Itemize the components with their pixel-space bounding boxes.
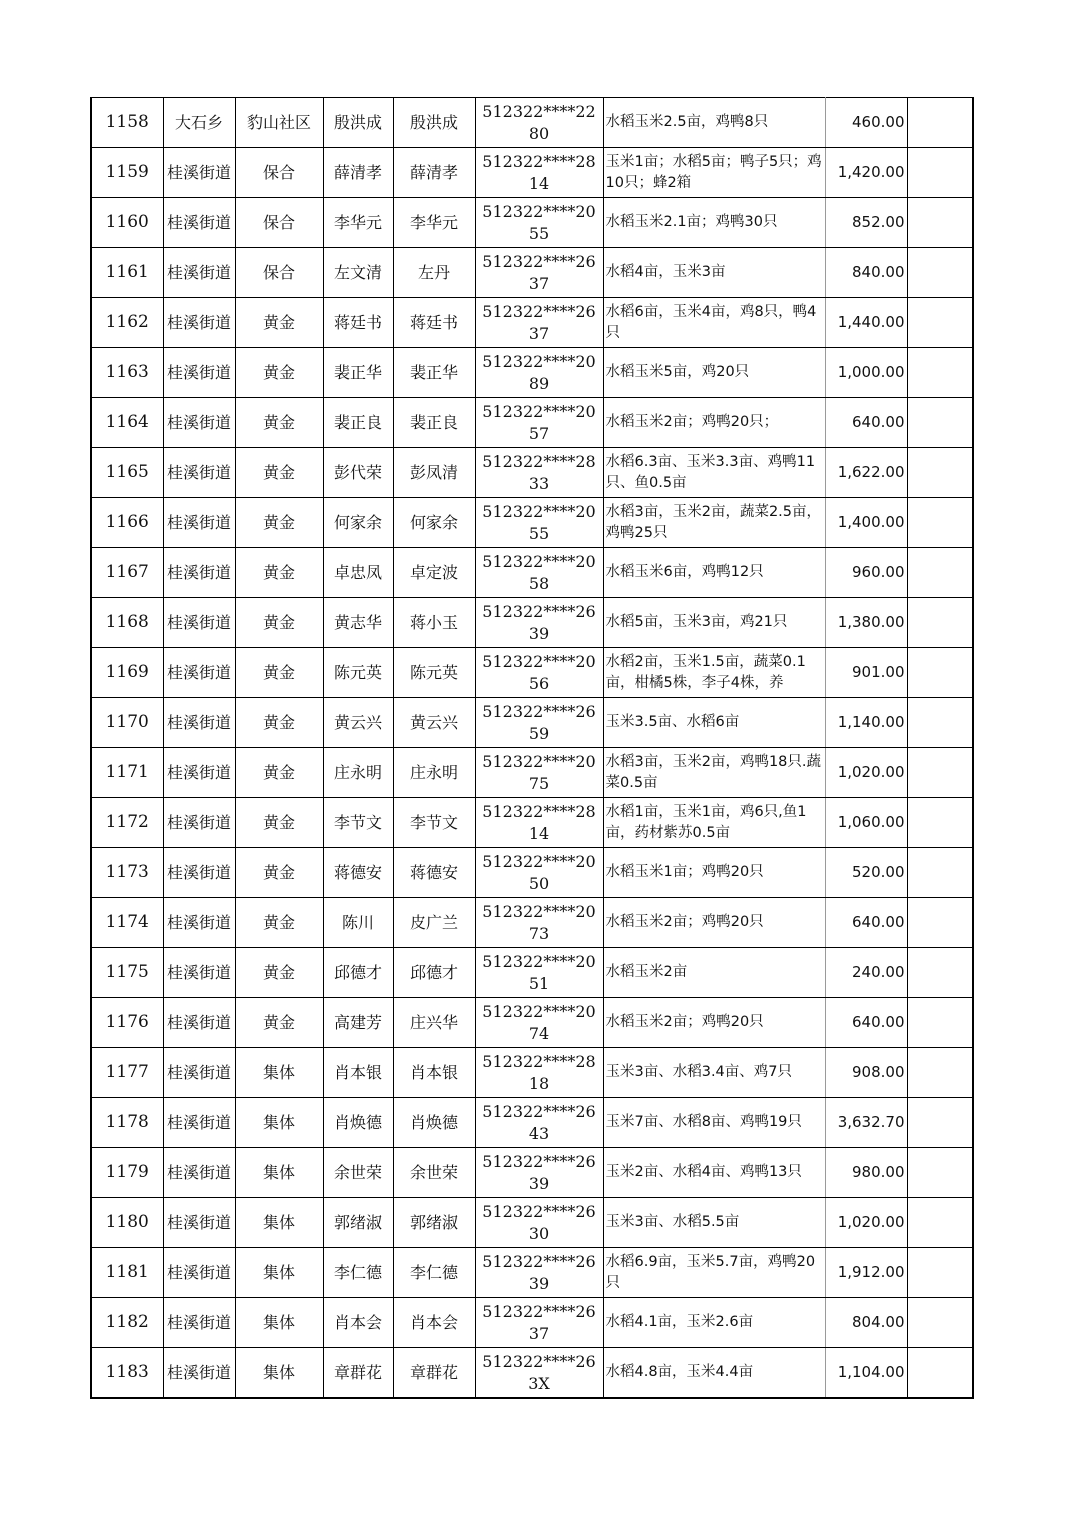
amount-cell: 1,104.00 (825, 1348, 907, 1399)
table-row (91, 698, 973, 748)
payee-name-cell: 肖本银 (393, 1048, 475, 1098)
id-number-cell: 512322****2280 (475, 98, 603, 148)
township-cell: 桂溪街道 (163, 1048, 235, 1098)
household-name-cell: 卓忠凤 (323, 548, 393, 598)
household-name-cell: 高建芳 (323, 998, 393, 1048)
payee-name-cell: 庄兴华 (393, 998, 475, 1048)
amount-cell: 1,420.00 (825, 148, 907, 198)
planting-breeding-cell (603, 1098, 825, 1148)
table-row (91, 1248, 973, 1298)
table-row (91, 998, 973, 1048)
village-cell: 黄金 (235, 548, 323, 598)
village-cell: 黄金 (235, 498, 323, 548)
description-text: 水稻1亩，玉米1亩，鸡6只,鱼1亩，药材紫苏0.5亩 (605, 803, 807, 841)
amount-cell: 520.00 (825, 848, 907, 898)
amount-cell: 804.00 (825, 1298, 907, 1348)
township-cell: 桂溪街道 (163, 798, 235, 848)
description-text: 玉米3亩、水稻5.5亩 (605, 1214, 740, 1230)
payee-name-cell: 何家余 (393, 498, 475, 548)
row-number: 1162 (91, 298, 163, 348)
planting-breeding-cell (603, 748, 825, 798)
household-name-cell: 裴正良 (323, 398, 393, 448)
remarks-cell (907, 298, 973, 348)
id-number-cell: 512322****263X (475, 1348, 603, 1399)
row-number: 1177 (91, 1048, 163, 1098)
row-number: 1178 (91, 1098, 163, 1148)
amount-cell: 901.00 (825, 648, 907, 698)
table-row (91, 248, 973, 298)
planting-breeding-cell (603, 1148, 825, 1198)
description-text: 水稻3亩，玉米2亩，鸡鸭18只.蔬菜0.5亩 (605, 753, 822, 791)
table-row (91, 848, 973, 898)
household-name-cell: 肖焕德 (323, 1098, 393, 1148)
amount-cell: 1,020.00 (825, 1198, 907, 1248)
id-number-cell: 512322****2073 (475, 898, 603, 948)
household-name-cell: 庄永明 (323, 748, 393, 798)
id-number-cell: 512322****2089 (475, 348, 603, 398)
remarks-cell (907, 1148, 973, 1198)
payee-name-cell: 肖焕德 (393, 1098, 475, 1148)
township-cell: 桂溪街道 (163, 848, 235, 898)
payee-name-cell: 殷洪成 (393, 98, 475, 148)
remarks-cell (907, 1348, 973, 1399)
table-row (91, 598, 973, 648)
row-number: 1159 (91, 148, 163, 198)
household-name-cell: 殷洪成 (323, 98, 393, 148)
table-row (91, 548, 973, 598)
village-cell: 黄金 (235, 998, 323, 1048)
planting-breeding-cell (603, 798, 825, 848)
village-cell: 集体 (235, 1298, 323, 1348)
description-text: 水稻玉米2.1亩；鸡鸭30只 (605, 214, 778, 230)
payee-name-cell: 肖本会 (393, 1298, 475, 1348)
description-text: 水稻4.1亩，玉米2.6亩 (605, 1314, 754, 1330)
table-row (91, 1048, 973, 1098)
payee-name-cell: 庄永明 (393, 748, 475, 798)
row-number: 1170 (91, 698, 163, 748)
id-number-cell: 512322****2814 (475, 798, 603, 848)
id-number-cell: 512322****2051 (475, 948, 603, 998)
row-number: 1166 (91, 498, 163, 548)
row-number: 1180 (91, 1198, 163, 1248)
payee-name-cell: 章群花 (393, 1348, 475, 1399)
remarks-cell (907, 748, 973, 798)
amount-cell: 980.00 (825, 1148, 907, 1198)
remarks-cell (907, 98, 973, 148)
planting-breeding-cell (603, 598, 825, 648)
township-cell: 桂溪街道 (163, 498, 235, 548)
remarks-cell (907, 1248, 973, 1298)
remarks-cell (907, 798, 973, 848)
payee-name-cell: 陈元英 (393, 648, 475, 698)
household-name-cell: 蒋德安 (323, 848, 393, 898)
township-cell: 桂溪街道 (163, 398, 235, 448)
household-name-cell: 郭绪淑 (323, 1198, 393, 1248)
household-name-cell: 肖本银 (323, 1048, 393, 1098)
planting-breeding-cell (603, 1348, 825, 1399)
table-row (91, 298, 973, 348)
planting-breeding-cell (603, 398, 825, 448)
household-name-cell: 陈元英 (323, 648, 393, 698)
payee-name-cell: 余世荣 (393, 1148, 475, 1198)
village-cell: 集体 (235, 1198, 323, 1248)
payee-name-cell: 左丹 (393, 248, 475, 298)
id-number-cell: 512322****2075 (475, 748, 603, 798)
amount-cell: 460.00 (825, 98, 907, 148)
amount-cell: 240.00 (825, 948, 907, 998)
table-row (91, 348, 973, 398)
township-cell: 桂溪街道 (163, 198, 235, 248)
household-name-cell: 彭代荣 (323, 448, 393, 498)
planting-breeding-cell (603, 998, 825, 1048)
description-text: 水稻5亩，玉米3亩，鸡21只 (605, 614, 788, 630)
payee-name-cell: 蒋小玉 (393, 598, 475, 648)
id-number-cell: 512322****2637 (475, 248, 603, 298)
amount-cell: 1,622.00 (825, 448, 907, 498)
id-number-cell: 512322****2818 (475, 1048, 603, 1098)
remarks-cell (907, 1098, 973, 1148)
remarks-cell (907, 598, 973, 648)
payee-name-cell: 皮广兰 (393, 898, 475, 948)
table-row (91, 648, 973, 698)
payee-name-cell: 李仁德 (393, 1248, 475, 1298)
remarks-cell (907, 1298, 973, 1348)
row-number: 1179 (91, 1148, 163, 1198)
row-number: 1164 (91, 398, 163, 448)
planting-breeding-cell (603, 548, 825, 598)
id-number-cell: 512322****2659 (475, 698, 603, 748)
table-row (91, 948, 973, 998)
id-number-cell: 512322****2833 (475, 448, 603, 498)
table-row (91, 1348, 973, 1399)
planting-breeding-cell (603, 148, 825, 198)
amount-cell: 640.00 (825, 398, 907, 448)
village-cell: 集体 (235, 1098, 323, 1148)
row-number: 1167 (91, 548, 163, 598)
village-cell: 黄金 (235, 748, 323, 798)
description-text: 玉米7亩、水稻8亩、鸡鸭19只 (605, 1114, 802, 1130)
payee-name-cell: 裴正良 (393, 398, 475, 448)
table-row (91, 448, 973, 498)
id-number-cell: 512322****2057 (475, 398, 603, 448)
id-number-cell: 512322****2074 (475, 998, 603, 1048)
amount-cell: 1,000.00 (825, 348, 907, 398)
household-name-cell: 李节文 (323, 798, 393, 848)
table-row (91, 748, 973, 798)
amount-cell: 1,060.00 (825, 798, 907, 848)
remarks-cell (907, 1198, 973, 1248)
payee-name-cell: 郭绪淑 (393, 1198, 475, 1248)
planting-breeding-cell (603, 698, 825, 748)
planting-breeding-cell (603, 448, 825, 498)
row-number: 1183 (91, 1348, 163, 1399)
remarks-cell (907, 148, 973, 198)
village-cell: 保合 (235, 148, 323, 198)
remarks-cell (907, 198, 973, 248)
planting-breeding-cell (603, 898, 825, 948)
description-text: 水稻玉米2亩；鸡鸭20只 (605, 1014, 764, 1030)
id-number-cell: 512322****2637 (475, 1298, 603, 1348)
township-cell: 桂溪街道 (163, 298, 235, 348)
description-text: 水稻玉米6亩，鸡鸭12只 (605, 564, 764, 580)
planting-breeding-cell (603, 98, 825, 148)
village-cell: 黄金 (235, 848, 323, 898)
row-number: 1168 (91, 598, 163, 648)
amount-cell: 1,440.00 (825, 298, 907, 348)
payee-name-cell: 裴正华 (393, 348, 475, 398)
village-cell: 黄金 (235, 648, 323, 698)
village-cell: 集体 (235, 1248, 323, 1298)
table-row (91, 148, 973, 198)
household-name-cell: 章群花 (323, 1348, 393, 1399)
township-cell: 桂溪街道 (163, 898, 235, 948)
description-text: 水稻玉米2亩；鸡鸭20只； (605, 414, 779, 430)
remarks-cell (907, 998, 973, 1048)
amount-cell: 1,020.00 (825, 748, 907, 798)
amount-cell: 640.00 (825, 998, 907, 1048)
table-row (91, 1298, 973, 1348)
village-cell: 黄金 (235, 448, 323, 498)
village-cell: 黄金 (235, 798, 323, 848)
row-number: 1163 (91, 348, 163, 398)
description-text: 水稻玉米1亩；鸡鸭20只 (605, 864, 764, 880)
table-row (91, 98, 973, 148)
remarks-cell (907, 898, 973, 948)
township-cell: 桂溪街道 (163, 1248, 235, 1298)
household-name-cell: 李华元 (323, 198, 393, 248)
description-text: 水稻4亩，玉米3亩 (605, 264, 726, 280)
amount-cell: 840.00 (825, 248, 907, 298)
planting-breeding-cell (603, 298, 825, 348)
household-name-cell: 邱德才 (323, 948, 393, 998)
payee-name-cell: 李节文 (393, 798, 475, 848)
row-number: 1176 (91, 998, 163, 1048)
household-name-cell: 黄志华 (323, 598, 393, 648)
household-name-cell: 左文清 (323, 248, 393, 298)
row-number: 1174 (91, 898, 163, 948)
planting-breeding-cell (603, 1298, 825, 1348)
amount-cell: 852.00 (825, 198, 907, 248)
table-row (91, 1098, 973, 1148)
id-number-cell: 512322****2050 (475, 848, 603, 898)
table-row (91, 1198, 973, 1248)
row-number: 1171 (91, 748, 163, 798)
table-row (91, 1148, 973, 1198)
amount-cell: 1,140.00 (825, 698, 907, 748)
row-number: 1160 (91, 198, 163, 248)
village-cell: 黄金 (235, 698, 323, 748)
planting-breeding-cell (603, 348, 825, 398)
amount-cell: 1,400.00 (825, 498, 907, 548)
id-number-cell: 512322****2055 (475, 198, 603, 248)
description-text: 水稻玉米5亩，鸡20只 (605, 364, 750, 380)
township-cell: 桂溪街道 (163, 648, 235, 698)
id-number-cell: 512322****2630 (475, 1198, 603, 1248)
row-number: 1172 (91, 798, 163, 848)
description-text: 玉米1亩；水稻5亩；鸭子5只；鸡10只；蜂2箱 (605, 153, 822, 191)
household-name-cell: 蒋廷书 (323, 298, 393, 348)
remarks-cell (907, 498, 973, 548)
remarks-cell (907, 348, 973, 398)
payee-name-cell: 李华元 (393, 198, 475, 248)
remarks-cell (907, 548, 973, 598)
payee-name-cell: 薛清孝 (393, 148, 475, 198)
row-number: 1181 (91, 1248, 163, 1298)
description-text: 水稻玉米2亩 (605, 964, 688, 980)
household-name-cell: 裴正华 (323, 348, 393, 398)
payee-name-cell: 卓定波 (393, 548, 475, 598)
household-name-cell: 陈川 (323, 898, 393, 948)
amount-cell: 960.00 (825, 548, 907, 598)
row-number: 1158 (91, 98, 163, 148)
payee-name-cell: 彭凤清 (393, 448, 475, 498)
remarks-cell (907, 448, 973, 498)
township-cell: 桂溪街道 (163, 148, 235, 198)
village-cell: 黄金 (235, 398, 323, 448)
village-cell: 保合 (235, 198, 323, 248)
description-text: 玉米2亩、水稻4亩、鸡鸭13只 (605, 1164, 802, 1180)
household-name-cell: 薛清孝 (323, 148, 393, 198)
township-cell: 桂溪街道 (163, 748, 235, 798)
township-cell: 桂溪街道 (163, 1198, 235, 1248)
remarks-cell (907, 248, 973, 298)
remarks-cell (907, 948, 973, 998)
remarks-cell (907, 398, 973, 448)
village-cell: 集体 (235, 1348, 323, 1399)
id-number-cell: 512322****2639 (475, 1248, 603, 1298)
row-number: 1169 (91, 648, 163, 698)
description-text: 水稻6.3亩、玉米3.3亩、鸡鸭11只、鱼0.5亩 (605, 453, 816, 491)
remarks-cell (907, 1048, 973, 1098)
description-text: 玉米3.5亩、水稻6亩 (605, 714, 740, 730)
township-cell: 桂溪街道 (163, 1348, 235, 1399)
payee-name-cell: 蒋廷书 (393, 298, 475, 348)
subsidy-table (90, 97, 974, 1399)
planting-breeding-cell (603, 1198, 825, 1248)
household-name-cell: 何家余 (323, 498, 393, 548)
payee-name-cell: 邱德才 (393, 948, 475, 998)
table-row (91, 898, 973, 948)
id-number-cell: 512322****2637 (475, 298, 603, 348)
village-cell: 黄金 (235, 348, 323, 398)
township-cell: 大石乡 (163, 98, 235, 148)
planting-breeding-cell (603, 1048, 825, 1098)
township-cell: 桂溪街道 (163, 448, 235, 498)
township-cell: 桂溪街道 (163, 598, 235, 648)
household-name-cell: 李仁德 (323, 1248, 393, 1298)
remarks-cell (907, 698, 973, 748)
description-text: 水稻玉米2.5亩，鸡鸭8只 (605, 114, 769, 130)
remarks-cell (907, 648, 973, 698)
row-number: 1175 (91, 948, 163, 998)
description-text: 玉米3亩、水稻3.4亩、鸡7只 (605, 1064, 793, 1080)
table-body (91, 98, 973, 1399)
amount-cell: 1,912.00 (825, 1248, 907, 1298)
description-text: 水稻6.9亩，玉米5.7亩，鸡鸭20只 (605, 1253, 816, 1291)
amount-cell: 1,380.00 (825, 598, 907, 648)
row-number: 1173 (91, 848, 163, 898)
planting-breeding-cell (603, 248, 825, 298)
id-number-cell: 512322****2056 (475, 648, 603, 698)
village-cell: 豹山社区 (235, 98, 323, 148)
planting-breeding-cell (603, 948, 825, 998)
id-number-cell: 512322****2639 (475, 598, 603, 648)
village-cell: 集体 (235, 1048, 323, 1098)
township-cell: 桂溪街道 (163, 998, 235, 1048)
amount-cell: 908.00 (825, 1048, 907, 1098)
village-cell: 黄金 (235, 898, 323, 948)
description-text: 水稻玉米2亩；鸡鸭20只 (605, 914, 764, 930)
township-cell: 桂溪街道 (163, 1098, 235, 1148)
planting-breeding-cell (603, 498, 825, 548)
household-name-cell: 肖本会 (323, 1298, 393, 1348)
payee-name-cell: 黄云兴 (393, 698, 475, 748)
village-cell: 黄金 (235, 948, 323, 998)
description-text: 水稻6亩，玉米4亩，鸡8只，鸭4只 (605, 303, 817, 341)
village-cell: 保合 (235, 248, 323, 298)
id-number-cell: 512322****2639 (475, 1148, 603, 1198)
row-number: 1165 (91, 448, 163, 498)
planting-breeding-cell (603, 648, 825, 698)
table-row (91, 798, 973, 848)
township-cell: 桂溪街道 (163, 248, 235, 298)
payee-name-cell: 蒋德安 (393, 848, 475, 898)
description-text: 水稻2亩，玉米1.5亩，蔬菜0.1亩，柑橘5株，李子4株，养 (605, 653, 806, 691)
amount-cell: 640.00 (825, 898, 907, 948)
table-row (91, 398, 973, 448)
id-number-cell: 512322****2643 (475, 1098, 603, 1148)
township-cell: 桂溪街道 (163, 548, 235, 598)
township-cell: 桂溪街道 (163, 948, 235, 998)
row-number: 1182 (91, 1298, 163, 1348)
household-name-cell: 黄云兴 (323, 698, 393, 748)
township-cell: 桂溪街道 (163, 698, 235, 748)
village-cell: 黄金 (235, 298, 323, 348)
township-cell: 桂溪街道 (163, 348, 235, 398)
table-row (91, 498, 973, 548)
village-cell: 集体 (235, 1148, 323, 1198)
id-number-cell: 512322****2055 (475, 498, 603, 548)
amount-cell: 3,632.70 (825, 1098, 907, 1148)
township-cell: 桂溪街道 (163, 1148, 235, 1198)
township-cell: 桂溪街道 (163, 1298, 235, 1348)
id-number-cell: 512322****2814 (475, 148, 603, 198)
table-row (91, 198, 973, 248)
household-name-cell: 余世荣 (323, 1148, 393, 1198)
planting-breeding-cell (603, 1248, 825, 1298)
description-text: 水稻4.8亩，玉米4.4亩 (605, 1364, 754, 1380)
planting-breeding-cell (603, 198, 825, 248)
description-text: 水稻3亩，玉米2亩，蔬菜2.5亩，鸡鸭25只 (605, 503, 822, 541)
id-number-cell: 512322****2058 (475, 548, 603, 598)
planting-breeding-cell (603, 848, 825, 898)
remarks-cell (907, 848, 973, 898)
row-number: 1161 (91, 248, 163, 298)
village-cell: 黄金 (235, 598, 323, 648)
